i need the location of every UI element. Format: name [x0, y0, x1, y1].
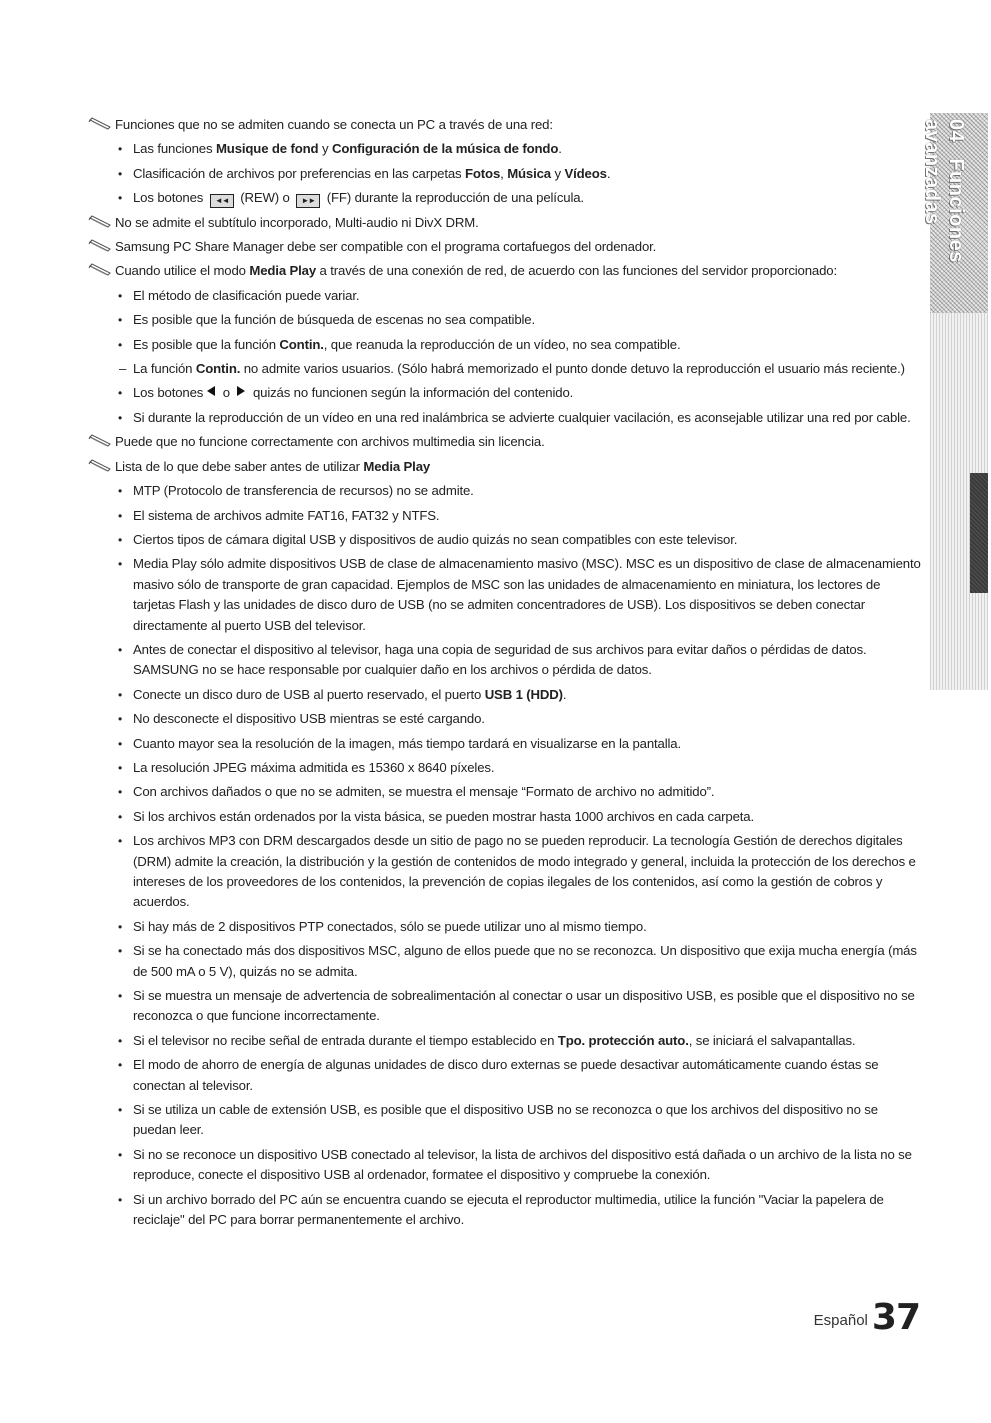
note-before-media-play: Lista de lo que debe saber antes de utilizar Media Play: [88, 457, 923, 477]
page-number: 37: [871, 1297, 920, 1338]
list-item: • Si se utiliza un cable de extensión USB, es posible que el dispositivo USB no se reconozca o que los archivos del dispositivo no se puedan leer.: [88, 1100, 923, 1141]
note-pencil-icon: [88, 117, 112, 133]
fast-forward-button-icon: ►►: [296, 194, 320, 208]
note-pencil-icon: [88, 215, 112, 231]
list-item: • Las funciones Musique de fond y Configuración de la música de fondo.: [88, 139, 923, 159]
list-item: • Los archivos MP3 con DRM descargados desde un sitio de pago no se pueden reproducir. La tecnología Gestión de derechos digitales (DRM) admite la creación, la distribución y la gestión de contenidos de modo integrado y general, incluida la protección de los derechos e intereses de los proveedores de los contenidos, la prevención de copias ilegales de los contenidos, así como la gestión de cobros y acuerdos.: [88, 831, 923, 913]
list-item: • El modo de ahorro de energía de algunas unidades de disco duro externas se puede desactivar automáticamente cuando éstas se conectan al televisor.: [88, 1055, 923, 1096]
note-subtitle: No se admite el subtítulo incorporado, Multi-audio ni DivX DRM.: [88, 213, 923, 233]
note-media-play-network: Cuando utilice el modo Media Play a través de una conexión de red, de acuerdo con las funciones del servidor proporcionado:: [88, 261, 923, 281]
sub-list-item: – La función Contin. no admite varios usuarios. (Sólo habrá memorizado el punto donde detuvo la reproducción el usuario más reciente.): [119, 361, 905, 377]
list-item: • El método de clasificación puede variar.: [88, 286, 923, 306]
rewind-button-icon: ◄◄: [210, 194, 234, 208]
chapter-label: [921, 119, 968, 309]
note-text: Funciones que no se admiten cuando se conecta un PC a través de una red:: [115, 117, 553, 132]
side-tab-marker: [970, 473, 988, 593]
list-item: • Conecte un disco duro de USB al puerto reservado, el puerto USB 1 (HDD).: [88, 685, 923, 705]
note-pencil-icon: [88, 263, 112, 279]
chapter-number: 04: [945, 119, 967, 143]
note-pencil-icon: [88, 239, 112, 255]
list-item: • Media Play sólo admite dispositivos USB de clase de almacenamiento masivo (MSC). MSC es un dispositivo de clase de almacenamiento masivo sólo de transporte de gran capacidad. Ejemplos de MSC son las unidades de almacenamiento en miniatura, los lectores de tarjetas Flash y las unidades de disco duro de USB (no se admiten concentradores de USB). Los dispositivos se deben conectar directamente al puerto USB del televisor.: [88, 554, 923, 636]
list-item: • Si no se reconoce un dispositivo USB conectado al televisor, la lista de archivos del dispositivo está dañada o un archivo de la lista no se reproduce, conecte el dispositivo USB al ordenador, formatee el dispositivo y compruebe la conexión.: [88, 1145, 923, 1186]
list-item: • Si un archivo borrado del PC aún se encuentra cuando se ejecuta el reproductor multimedia, utilice la función "Vaciar la papelera de reciclaje" del PC para borrar permanentemente el archivo.: [88, 1190, 923, 1231]
note-unsupported-network: [88, 115, 923, 135]
note-share-manager: Samsung PC Share Manager debe ser compatible con el programa cortafuegos del ordenador.: [88, 237, 923, 257]
right-arrow-icon: [237, 386, 245, 396]
page-footer: [790, 1297, 920, 1341]
list-item: • MTP (Protocolo de transferencia de recursos) no se admite.: [88, 481, 923, 501]
list-item: • Ciertos tipos de cámara digital USB y dispositivos de audio quizás no sean compatibles con este televisor.: [88, 530, 923, 550]
list-item: • Si hay más de 2 dispositivos PTP conectados, sólo se puede utilizar uno al mismo tiempo.: [88, 917, 923, 937]
chapter-side-tab: [921, 113, 988, 690]
footer-language: Español: [813, 1312, 868, 1329]
note-pencil-icon: [88, 434, 112, 450]
list-item: • Con archivos dañados o que no se admiten, se muestra el mensaje “Formato de archivo no admitido”.: [88, 782, 923, 802]
list-item: • La resolución JPEG máxima admitida es 15360 x 8640 píxeles.: [88, 758, 923, 778]
note-unlicensed: Puede que no funcione correctamente con archivos multimedia sin licencia.: [88, 432, 923, 452]
list-item: • Es posible que la función Contin., que reanuda la reproducción de un vídeo, no sea compatible.: [88, 335, 923, 355]
chapter-title: Funciones avanzadas: [921, 119, 967, 263]
list-item: • Es posible que la función de búsqueda de escenas no sea compatible.: [88, 310, 923, 330]
list-item: • Si se ha conectado más dos dispositivos MSC, alguno de ellos puede que no se reconozca. Un dispositivo que exija mucha energía (más de 500 mA o 5 V), quizás no se admita.: [88, 941, 923, 982]
list-item: • Si el televisor no recibe señal de entrada durante el tiempo establecido en Tpo. protección auto., se iniciará el salvapantallas.: [88, 1031, 923, 1051]
list-item: • No desconecte el dispositivo USB mientras se esté cargando.: [88, 709, 923, 729]
list-item: • El sistema de archivos admite FAT16, FAT32 y NTFS.: [88, 506, 923, 526]
left-arrow-icon: [207, 386, 215, 396]
list-item: • Cuanto mayor sea la resolución de la imagen, más tiempo tardará en visualizarse en la pantalla.: [88, 734, 923, 754]
list-item: • Si los archivos están ordenados por la vista básica, se pueden mostrar hasta 1000 archivos en cada carpeta.: [88, 807, 923, 827]
list-item: • Clasificación de archivos por preferencias en las carpetas Fotos, Música y Vídeos.: [88, 164, 923, 184]
list-item: • Los botones o quizás no funcionen según la información del contenido.: [88, 383, 923, 403]
note-pencil-icon: [88, 459, 112, 475]
page-content: [88, 115, 923, 1235]
list-item: • Antes de conectar el dispositivo al televisor, haga una copia de seguridad de sus archivos para evitar daños o pérdidas de datos. SAMSUNG no se hace responsable por cualquier daño en los archivos o pérdida de datos.: [88, 640, 923, 681]
list-item: • Los botones ◄◄ (REW) o ►► (FF) durante la reproducción de una película.: [88, 188, 923, 208]
list-item: • Si durante la reproducción de un vídeo en una red inalámbrica se advierte cualquier vacilación, es aconsejable utilizar una red por cable.: [88, 408, 923, 428]
list-item: • Si se muestra un mensaje de advertencia de sobrealimentación al conectar o usar un dispositivo USB, es posible que el dispositivo no se reconozca o que funcione incorrectamente.: [88, 986, 923, 1027]
